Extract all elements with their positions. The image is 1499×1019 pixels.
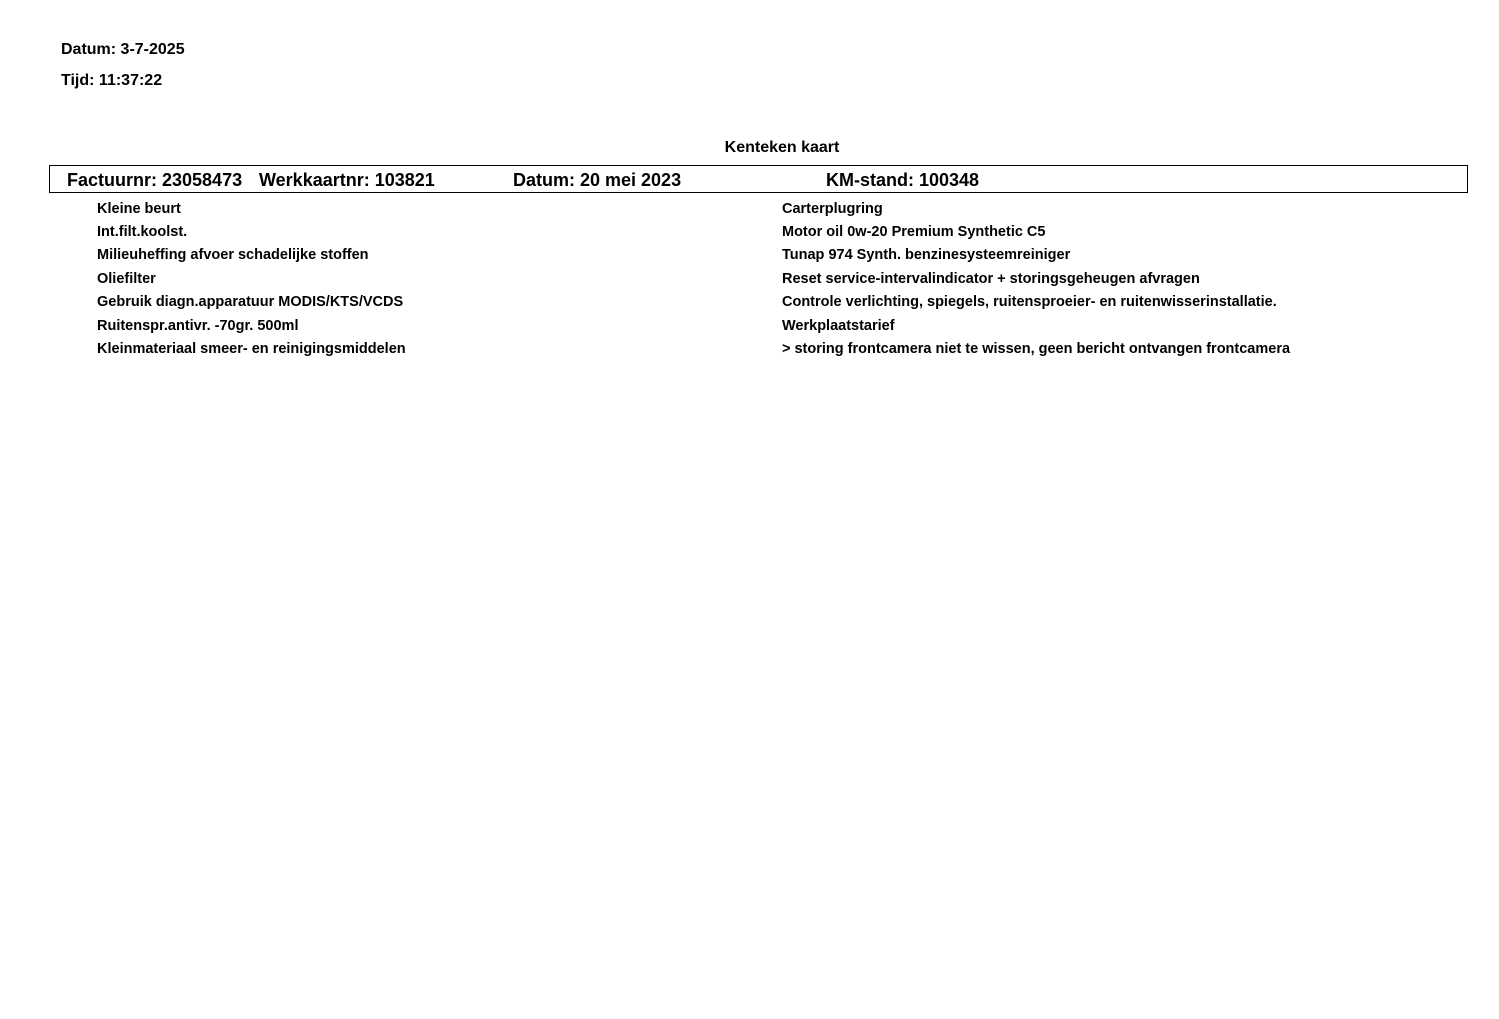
invoice-date: Datum: 20 mei 2023 [513,170,682,190]
list-item: Milieuheffing afvoer schadelijke stoffen [97,247,369,263]
print-date: Datum: 3-7-2025 [61,41,185,58]
mileage: KM-stand: 100348 [826,170,980,190]
list-item: Int.filt.koolst. [97,224,188,240]
list-item: Tunap 974 Synth. benzinesysteemreiniger [782,247,1071,263]
document-title: Kenteken kaart [724,139,840,156]
list-item: Kleinmateriaal smeer- en reinigingsmiddelen [97,341,406,357]
print-time: Tijd: 11:37:22 [61,72,163,89]
workcard-number: Werkkaartnr: 103821 [259,170,435,190]
list-item: Gebruik diagn.apparatuur MODIS/KTS/VCDS [97,294,404,310]
list-item: Carterplugring [782,201,883,217]
list-item: Ruitenspr.antivr. -70gr. 500ml [97,318,299,334]
invoice-number: Factuurnr: 23058473 [67,170,243,190]
list-item: Werkplaatstarief [782,318,895,334]
list-item: Reset service-intervalindicator + storingsgeheugen afvragen [782,271,1200,287]
list-item: > storing frontcamera niet te wissen, geen bericht ontvangen frontcamera [782,341,1291,357]
list-item: Oliefilter [97,271,156,287]
list-item: Controle verlichting, spiegels, ruitensproeier- en ruitenwisserinstallatie. [782,294,1277,310]
list-item: Motor oil 0w-20 Premium Synthetic C5 [782,224,1046,240]
invoice-header-box [49,165,1468,193]
list-item: Kleine beurt [97,201,181,217]
